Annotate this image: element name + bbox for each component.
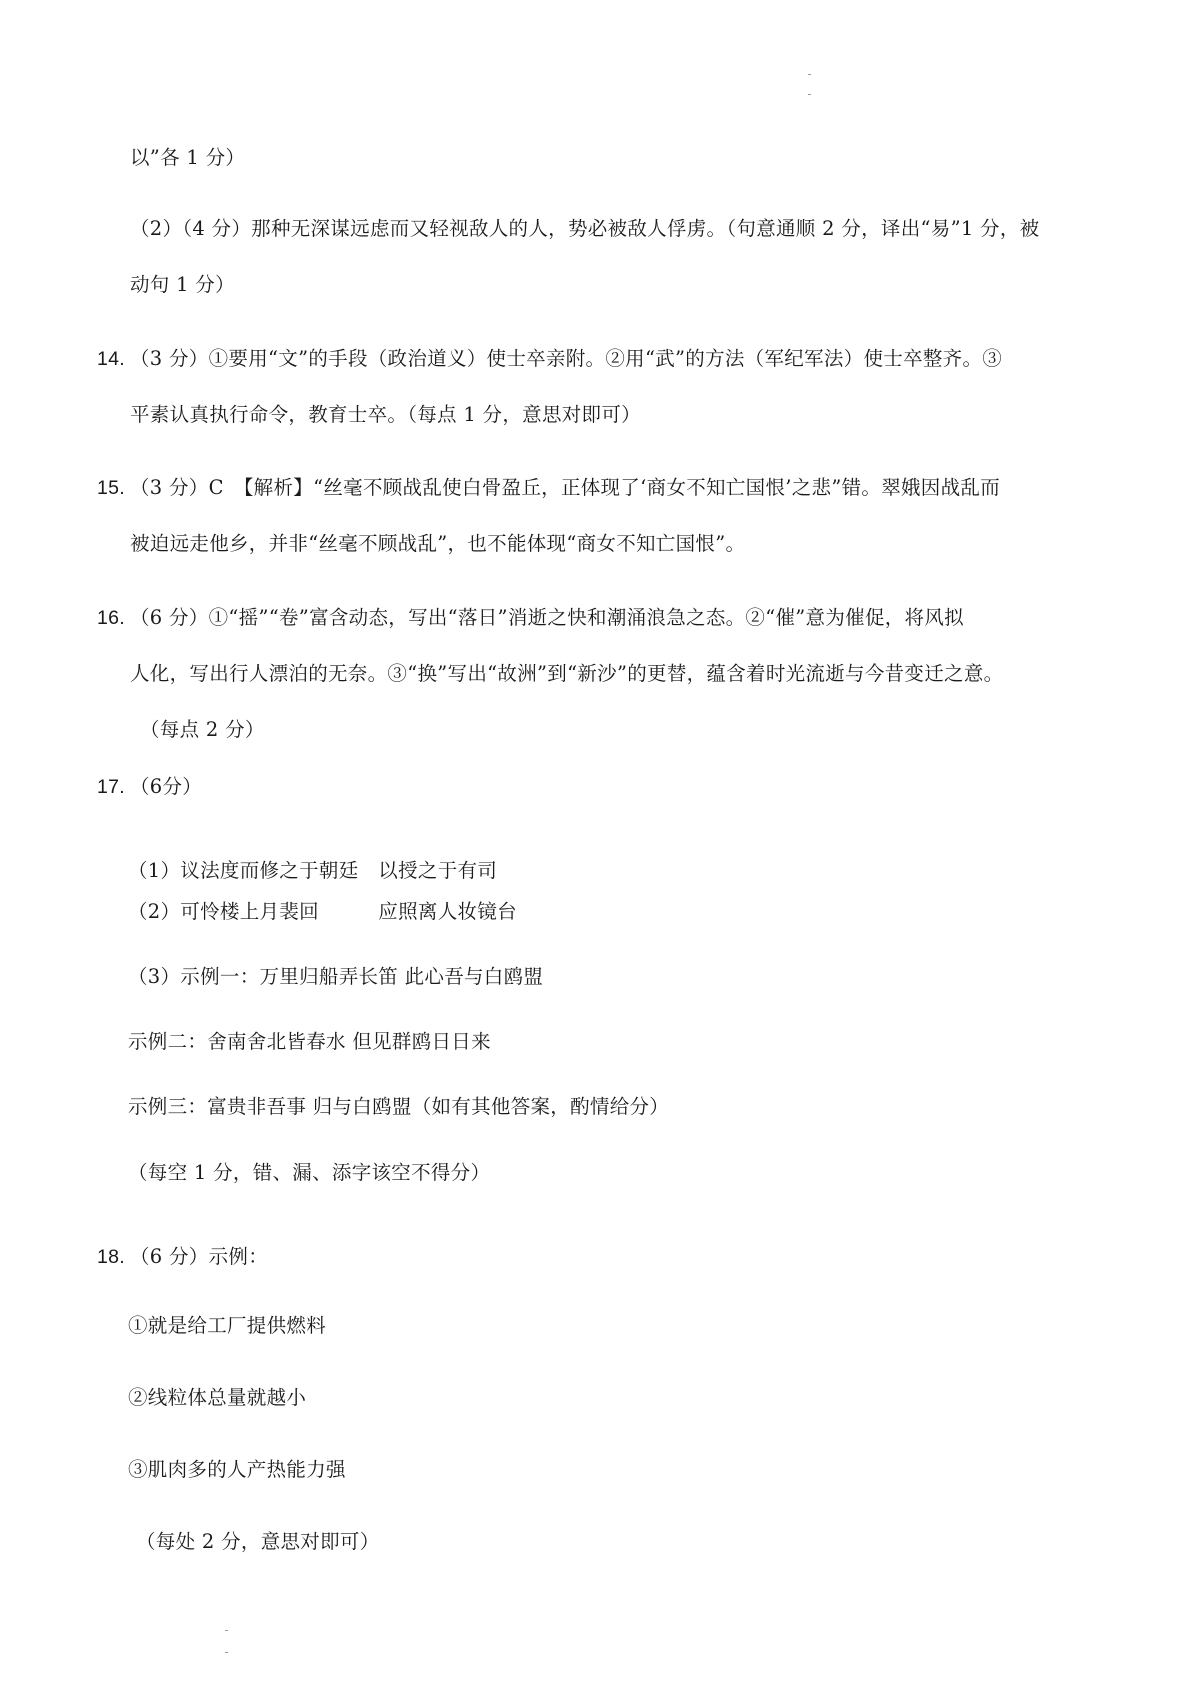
q18-answer-2: ②线粒体总量就越小: [128, 1386, 307, 1409]
q17-scoring-note: （每空 1 分，错、漏、添字该空不得分）: [128, 1161, 491, 1184]
q17-answer-5: 示例三：富贵非吾事 归与白鸥盟（如有其他答案，酌情给分）: [128, 1095, 670, 1118]
q17-answer-3: （3）示例一：万里归船弄长笛 此心吾与白鸥盟: [128, 965, 544, 988]
q14-number: 14.: [97, 348, 126, 370]
q18-answer-1: ①就是给工厂提供燃料: [128, 1314, 327, 1337]
q16-line-3: （每点 2 分）: [140, 718, 265, 741]
q13-line-3: 动句 1 分）: [130, 273, 235, 296]
scan-mark: [225, 1630, 228, 1631]
q17-heading: （6分）: [130, 775, 203, 798]
q18-number: 18.: [97, 1246, 126, 1268]
q16-number: 16.: [97, 607, 126, 629]
scan-mark: [808, 94, 811, 95]
q15-line-2: 被迫远走他乡，并非“丝毫不顾战乱”，也不能体现“商女不知亡国恨”。: [130, 532, 746, 555]
q18-scoring-note: （每处 2 分，意思对即可）: [136, 1530, 380, 1553]
q15-number: 15.: [97, 477, 126, 499]
q17-answer-2: （2）可怜楼上月裴回 应照离人妆镜台: [128, 900, 517, 923]
scan-mark: [808, 74, 811, 75]
q14-line-1: （3 分）①要用“文”的手段（政治道义）使士卒亲附。②用“武”的方法（军纪军法）使士卒整齐。③: [130, 347, 1003, 370]
scan-mark: [225, 1652, 228, 1653]
q13-line-1: 以”各 1 分）: [130, 146, 246, 169]
q15-line-1: （3 分）C 【解析】“丝毫不顾战乱使白骨盈丘，正体现了‘商女不知亡国恨’之悲”错。翠娥因战乱而: [130, 476, 1001, 499]
q17-number: 17.: [97, 776, 126, 798]
q17-answer-4: 示例二：舍南舍北皆春水 但见群鸥日日来: [128, 1030, 491, 1053]
q16-line-1: （6 分）①“摇”“卷”富含动态，写出“落日”消逝之快和潮涌浪急之态。②“催”意为催促，将风拟: [130, 606, 964, 629]
q14-line-2: 平素认真执行命令，教育士卒。（每点 1 分，意思对即可）: [130, 403, 641, 426]
q13-line-2: （2）（4 分）那种无深谋远虑而又轻视敌人的人，势必被敌人俘虏。（句意通顺 2 分，译出“易”1 分，被: [130, 217, 1040, 240]
q16-line-2: 人化，写出行人漂泊的无奈。③“换”写出“故洲”到“新沙”的更替，蕴含着时光流逝与今昔变迁之意。: [130, 662, 1004, 685]
q17-answer-1: （1）议法度而修之于朝廷 以授之于有司: [128, 859, 498, 882]
q18-heading: （6 分）示例：: [130, 1245, 269, 1268]
q18-answer-3: ③肌肉多的人产热能力强: [128, 1458, 346, 1481]
